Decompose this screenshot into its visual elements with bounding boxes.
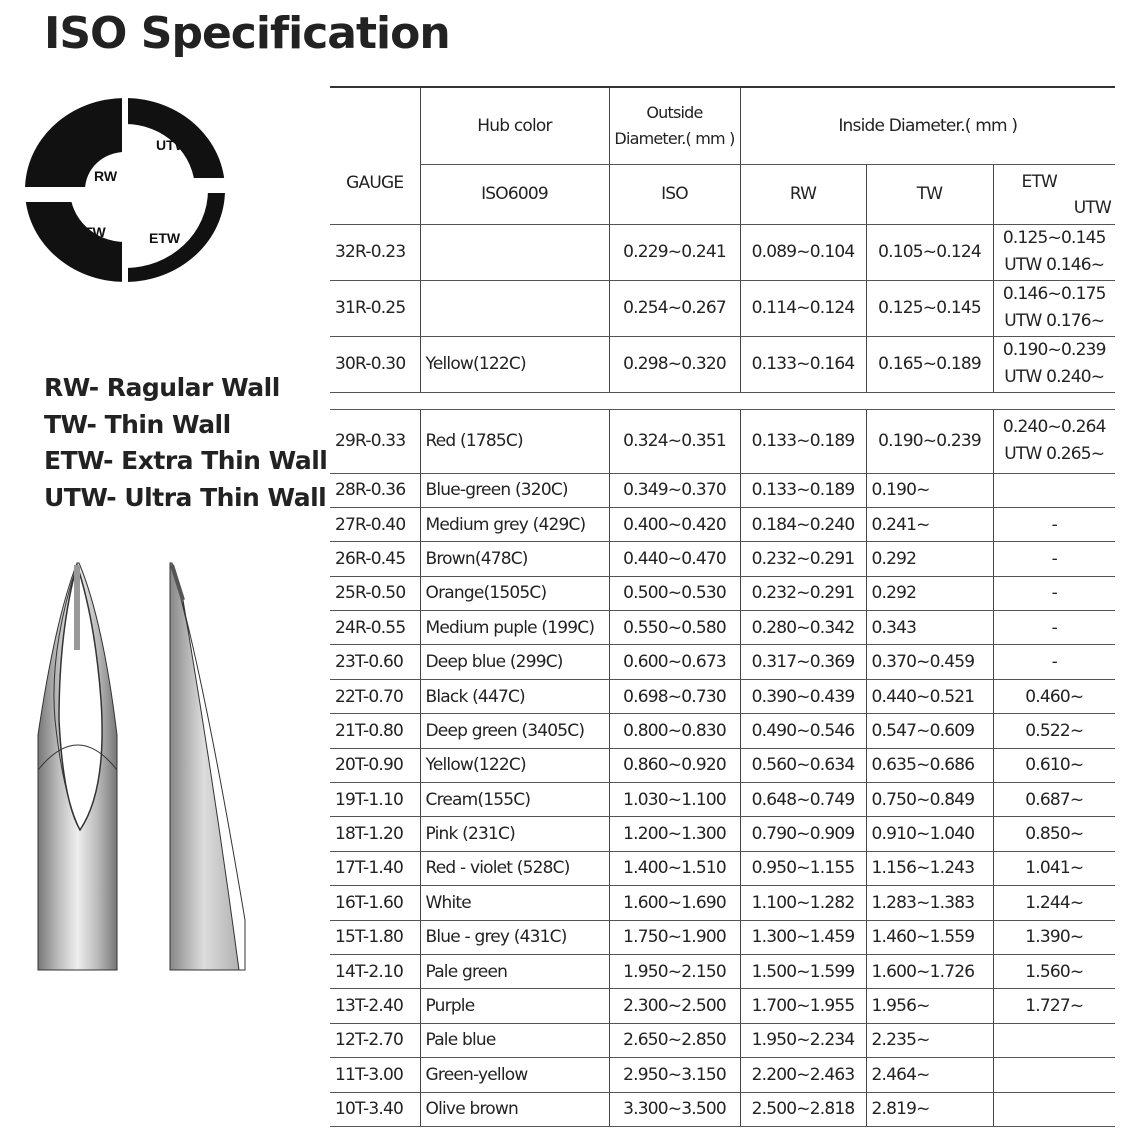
header-hub-color: Hub color [420,87,609,164]
outside-diameter-cell: 2.300~2.500 [609,989,740,1023]
utw-value: UTW 0.146~ [1004,255,1105,275]
rw-cell: 1.100~1.282 [740,886,866,920]
outside-diameter-cell: 0.400~0.420 [609,507,740,541]
gauge-cell: 31R-0.25 [330,280,420,336]
etw-label: ETW [149,230,181,246]
group-separator [330,392,1115,409]
etw-value: 0.146~0.175 [1002,284,1106,304]
table-row [330,280,1115,336]
tw-cell: 1.956~ [866,989,993,1023]
etw-cell: 1.390~ [993,920,1115,954]
gauge-cell: 16T-1.60 [330,886,420,920]
utw-value: UTW 0.240~ [1004,367,1105,387]
wall-thickness-diagram [22,95,234,285]
legend-item-utw: UTW- Ultra Thin Wall [44,482,327,512]
etw-cell: - [993,611,1115,645]
table-row [330,576,1115,610]
header-rw: RW [740,164,866,224]
etw-cell: 1.244~ [993,886,1115,920]
header-outside-diameter [609,87,740,164]
gauge-cell: 12T-2.70 [330,1023,420,1057]
rw-cell: 0.317~0.369 [740,645,866,679]
outside-diameter-cell: 0.500~0.530 [609,576,740,610]
hub-color-cell: Blue - grey (431C) [420,920,609,954]
tw-cell: 0.370~0.459 [866,645,993,679]
table-row [330,611,1115,645]
etw-cell: - [993,507,1115,541]
outside-diameter-cell: 2.950~3.150 [609,1058,740,1092]
wall-type-legend [44,370,327,516]
hub-color-cell: Black (447C) [420,679,609,713]
outside-diameter-cell: 0.298~0.320 [609,336,740,392]
table-row [330,409,1115,473]
outside-diameter-cell: 1.950~2.150 [609,954,740,988]
gauge-cell: 15T-1.80 [330,920,420,954]
etw-cell [993,1058,1115,1092]
outside-diameter-cell: 0.229~0.241 [609,224,740,280]
etw-utw-cell [993,336,1115,392]
outside-diameter-cell: 1.600~1.690 [609,886,740,920]
needle-bevel-illustration [35,560,250,975]
hub-color-cell: Brown(478C) [420,542,609,576]
tw-cell: 1.283~1.383 [866,886,993,920]
etw-utw-cell [993,280,1115,336]
tw-cell: 0.635~0.686 [866,748,993,782]
etw-cell: - [993,576,1115,610]
table-row [330,714,1115,748]
outside-diameter-cell: 1.200~1.300 [609,817,740,851]
gauge-cell: 13T-2.40 [330,989,420,1023]
tw-cell: 0.165~0.189 [866,336,993,392]
etw-cell: 0.460~ [993,679,1115,713]
outside-diameter-cell: 0.600~0.673 [609,645,740,679]
etw-cell [993,1023,1115,1057]
rw-cell: 0.133~0.164 [740,336,866,392]
header-inside-diameter: Inside Diameter.( mm ) [740,87,1115,164]
outside-diameter-cell: 3.300~3.500 [609,1092,740,1126]
outside-diameter-cell: 0.860~0.920 [609,748,740,782]
gauge-cell: 22T-0.70 [330,679,420,713]
table-row [330,336,1115,392]
rw-cell: 1.700~1.955 [740,989,866,1023]
table-row [330,783,1115,817]
table-row [330,679,1115,713]
utw-value: UTW 0.265~ [1004,444,1105,464]
hub-color-cell: Olive brown [420,1092,609,1126]
tw-cell: 2.819~ [866,1092,993,1126]
etw-utw-cell [993,224,1115,280]
gauge-cell: 30R-0.30 [330,336,420,392]
hub-color-cell: Pale green [420,954,609,988]
etw-cell: 1.041~ [993,851,1115,885]
table-row [330,1023,1115,1057]
tw-cell: 0.547~0.609 [866,714,993,748]
rw-cell: 0.950~1.155 [740,851,866,885]
tw-cell: 1.460~1.559 [866,920,993,954]
tw-cell: 0.292 [866,576,993,610]
tw-cell: 2.464~ [866,1058,993,1092]
hub-color-cell: White [420,886,609,920]
gauge-cell: 29R-0.33 [330,409,420,473]
hub-color-cell: Red - violet (528C) [420,851,609,885]
table-row [330,1092,1115,1126]
gauge-cell: 26R-0.45 [330,542,420,576]
etw-cell: 0.522~ [993,714,1115,748]
gauge-cell: 14T-2.10 [330,954,420,988]
etw-cell: 1.727~ [993,989,1115,1023]
rw-label: RW [94,168,118,184]
etw-cell: - [993,645,1115,679]
outside-diameter-cell: 0.550~0.580 [609,611,740,645]
header-iso: ISO [609,164,740,224]
table-row [330,645,1115,679]
gauge-cell: 32R-0.23 [330,224,420,280]
tw-cell: 0.343 [866,611,993,645]
rw-cell: 0.114~0.124 [740,280,866,336]
outside-diameter-cell: 2.650~2.850 [609,1023,740,1057]
rw-cell: 0.390~0.439 [740,679,866,713]
hub-color-cell: Cream(155C) [420,783,609,817]
hub-color-cell: Yellow(122C) [420,748,609,782]
rw-cell: 0.184~0.240 [740,507,866,541]
etw-value: 0.240~0.264 [1002,417,1106,437]
hub-color-cell [420,224,609,280]
etw-cell: 1.560~ [993,954,1115,988]
hub-color-cell: Pale blue [420,1023,609,1057]
hub-color-cell: Blue-green (320C) [420,473,609,507]
header-etw: ETW [1021,171,1058,192]
tw-cell: 2.235~ [866,1023,993,1057]
hub-color-cell: Yellow(122C) [420,336,609,392]
utw-label: UTW [156,137,188,153]
header-utw: UTW [1073,197,1112,218]
rw-cell: 0.648~0.749 [740,783,866,817]
tw-cell: 0.190~0.239 [866,409,993,473]
gauge-cell: 21T-0.80 [330,714,420,748]
gauge-cell: 19T-1.10 [330,783,420,817]
etw-cell: 0.610~ [993,748,1115,782]
table-row [330,954,1115,988]
rw-cell: 0.232~0.291 [740,542,866,576]
table-row [330,1058,1115,1092]
rw-cell: 0.089~0.104 [740,224,866,280]
rw-cell: 0.133~0.189 [740,409,866,473]
table-row [330,507,1115,541]
outside-diameter-cell: 0.254~0.267 [609,280,740,336]
etw-cell [993,1092,1115,1126]
gauge-cell: 10T-3.40 [330,1092,420,1126]
etw-cell [993,473,1115,507]
outside-diameter-cell: 0.349~0.370 [609,473,740,507]
tw-cell: 0.125~0.145 [866,280,993,336]
tw-cell: 0.190~ [866,473,993,507]
rw-cell: 1.500~1.599 [740,954,866,988]
hub-color-cell: Orange(1505C) [420,576,609,610]
rw-cell: 1.300~1.459 [740,920,866,954]
rw-cell: 2.200~2.463 [740,1058,866,1092]
rw-cell: 0.790~0.909 [740,817,866,851]
tw-cell: 0.440~0.521 [866,679,993,713]
hub-color-cell: Deep blue (299C) [420,645,609,679]
outside-diameter-cell: 0.440~0.470 [609,542,740,576]
table-row [330,920,1115,954]
tw-cell: 0.241~ [866,507,993,541]
utw-value: UTW 0.176~ [1004,311,1105,331]
etw-value: 0.125~0.145 [1002,228,1106,248]
etw-cell: 0.687~ [993,783,1115,817]
outside-diameter-cell: 0.800~0.830 [609,714,740,748]
etw-cell: 0.850~ [993,817,1115,851]
header-iso6009: ISO6009 [420,164,609,224]
outside-diameter-cell: 1.030~1.100 [609,783,740,817]
rw-cell: 0.560~0.634 [740,748,866,782]
outside-diameter-cell: 0.324~0.351 [609,409,740,473]
header-tw: TW [866,164,993,224]
outside-diameter-cell: 0.698~0.730 [609,679,740,713]
hub-color-cell: Medium grey (429C) [420,507,609,541]
rw-cell: 0.280~0.342 [740,611,866,645]
outside-diameter-label: Outside Diameter.( mm ) [614,102,735,148]
rw-cell: 1.950~2.234 [740,1023,866,1057]
table-row [330,473,1115,507]
gauge-cell: 18T-1.20 [330,817,420,851]
tw-cell: 1.600~1.726 [866,954,993,988]
gauge-cell: 27R-0.40 [330,507,420,541]
table-row [330,748,1115,782]
header-gauge: GAUGE [330,87,420,224]
tw-label: TW [84,224,106,240]
outside-diameter-cell: 1.750~1.900 [609,920,740,954]
legend-item-etw: ETW- Extra Thin Wall [44,446,328,475]
hub-color-cell: Pink (231C) [420,817,609,851]
legend-item-rw: RW- Ragular Wall [44,373,280,402]
gauge-cell: 20T-0.90 [330,748,420,782]
hub-color-cell: Green-yellow [420,1058,609,1092]
hub-color-cell: Purple [420,989,609,1023]
table-row [330,886,1115,920]
table-row [330,851,1115,885]
rw-cell: 0.232~0.291 [740,576,866,610]
table-row [330,224,1115,280]
table-row [330,542,1115,576]
gauge-cell: 17T-1.40 [330,851,420,885]
hub-color-cell: Medium puple (199C) [420,611,609,645]
gauge-cell: 11T-3.00 [330,1058,420,1092]
tw-cell: 1.156~1.243 [866,851,993,885]
rw-cell: 2.500~2.818 [740,1092,866,1126]
rw-cell: 0.133~0.189 [740,473,866,507]
tw-cell: 0.292 [866,542,993,576]
etw-cell: - [993,542,1115,576]
gauge-cell: 25R-0.50 [330,576,420,610]
table-row [330,989,1115,1023]
gauge-cell: 24R-0.55 [330,611,420,645]
rw-cell: 0.490~0.546 [740,714,866,748]
outside-diameter-cell: 1.400~1.510 [609,851,740,885]
hub-color-cell [420,280,609,336]
iso-spec-table [330,86,1115,1127]
tw-cell: 0.750~0.849 [866,783,993,817]
table-row [330,817,1115,851]
hub-color-cell: Deep green (3405C) [420,714,609,748]
gauge-cell: 28R-0.36 [330,473,420,507]
etw-value: 0.190~0.239 [1002,340,1106,360]
tw-cell: 0.105~0.124 [866,224,993,280]
page-title: ISO Specification [44,8,450,59]
header-etw-utw [993,164,1115,224]
etw-utw-cell [993,409,1115,473]
gauge-cell: 23T-0.60 [330,645,420,679]
legend-item-tw: TW- Thin Wall [44,409,231,439]
hub-color-cell: Red (1785C) [420,409,609,473]
tw-cell: 0.910~1.040 [866,817,993,851]
